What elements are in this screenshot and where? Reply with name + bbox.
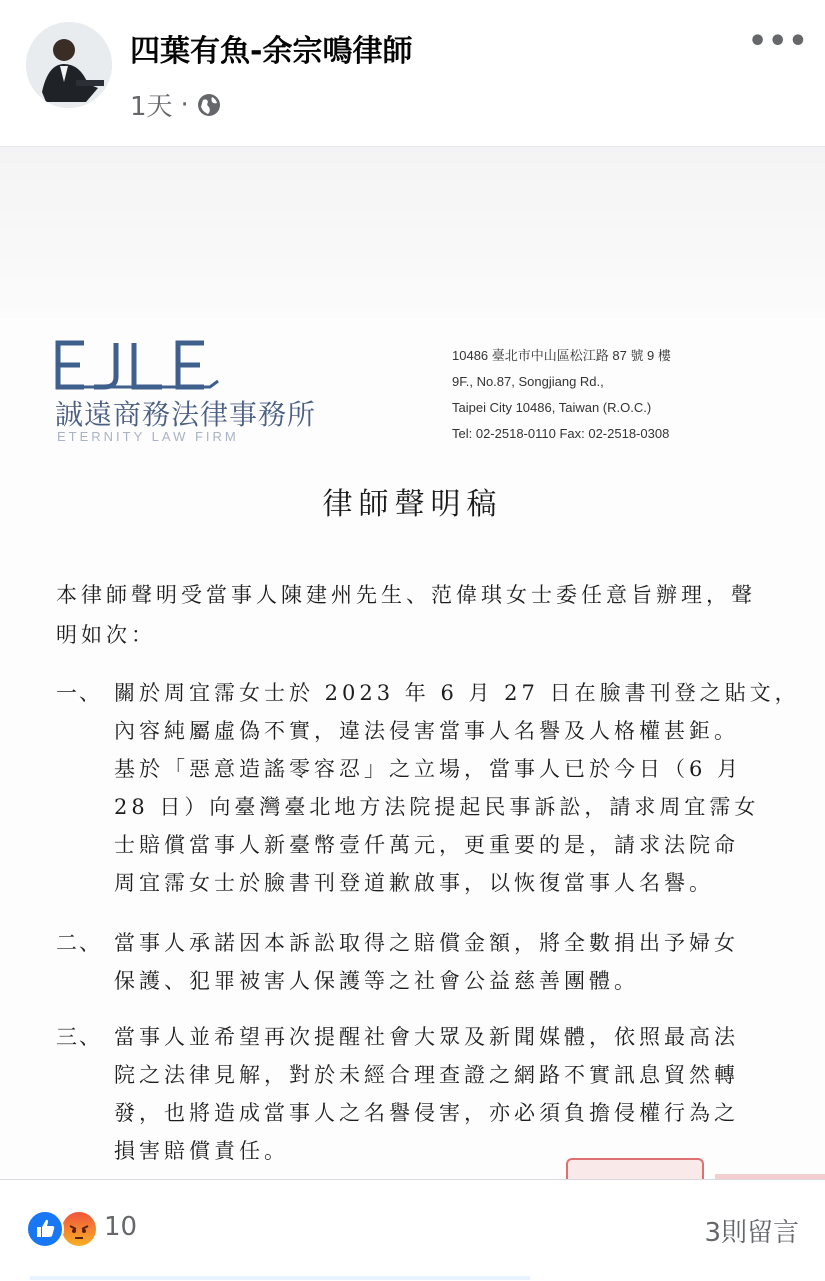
angry-reaction-icon[interactable] bbox=[60, 1210, 98, 1248]
contact-line: Tel: 02-2518-0110 Fax: 02-2518-0308 bbox=[452, 426, 670, 441]
angry-face-icon bbox=[62, 1212, 96, 1246]
item-line: 關於周宜霈女士於 2023 年 6 月 27 日在臉書刊登之貼文， bbox=[114, 681, 800, 705]
like-reaction-icon[interactable] bbox=[26, 1210, 64, 1248]
intro-line: 明如次： bbox=[56, 623, 156, 647]
item-line: 基於「惡意造謠零容忍」之立場，當事人已於今日（6 月 bbox=[114, 757, 743, 781]
intro-line: 本律師聲明受當事人陳建州先生、范偉琪女士委任意旨辦理，聲 bbox=[56, 583, 756, 607]
globe-icon bbox=[197, 93, 221, 117]
statement-title: 律師聲明稿 bbox=[322, 487, 503, 522]
item-line: 內容純屬虛偽不實，違法侵害當事人名譽及人格權甚鉅。 bbox=[114, 719, 739, 743]
thumbs-up-icon bbox=[28, 1212, 62, 1246]
more-options-icon[interactable]: ••• bbox=[748, 24, 809, 59]
post-image[interactable] bbox=[0, 147, 825, 1179]
item-line: 28 日）向臺灣臺北地方法院提起民事訴訟，請求周宜霈女 bbox=[114, 795, 760, 819]
post-meta bbox=[130, 86, 221, 123]
item-line: 士賠償當事人新臺幣壹仟萬元，更重要的是，請求法院命 bbox=[114, 833, 739, 857]
item-number: 一、 bbox=[56, 681, 102, 705]
author-name[interactable]: 四葉有魚-余宗鳴律師 bbox=[130, 34, 413, 69]
post-header bbox=[0, 0, 825, 147]
item-number: 三、 bbox=[56, 1025, 102, 1049]
item-line: 損害賠償責任。 bbox=[114, 1139, 289, 1163]
meta-separator: · bbox=[180, 89, 189, 120]
firm-address bbox=[452, 343, 671, 447]
post-time[interactable]: 1天 bbox=[130, 92, 173, 122]
reaction-count[interactable]: 10 bbox=[104, 1212, 138, 1242]
avatar-photo bbox=[26, 22, 112, 108]
item-line: 保護、犯罪被害人保護等之社會公益慈善團體。 bbox=[114, 969, 639, 993]
author-avatar[interactable] bbox=[26, 22, 112, 108]
item-line: 發，也將造成當事人之名譽侵害，亦必須負擔侵權行為之 bbox=[114, 1101, 739, 1125]
address-line: 10486 臺北市中山區松江路 87 號 9 樓 bbox=[452, 348, 671, 363]
item-number: 二、 bbox=[56, 931, 102, 955]
comment-count[interactable]: 3則留言 bbox=[704, 1218, 799, 1248]
item-line: 周宜霈女士於臉書刊登道歉啟事，以恢復當事人名譽。 bbox=[114, 871, 714, 895]
address-line: Taipei City 10486, Taiwan (R.O.C.) bbox=[452, 400, 652, 415]
item-line: 院之法律見解，對於未經合理查證之網路不實訊息貿然轉 bbox=[114, 1063, 739, 1087]
firm-logo-mark bbox=[54, 337, 224, 393]
item-line: 當事人並希望再次提醒社會大眾及新聞媒體，依照最高法 bbox=[114, 1025, 739, 1049]
firm-name-en: ETERNITY LAW FIRM bbox=[57, 429, 239, 444]
firm-name-zh: 誠遠商務法律事務所 bbox=[55, 398, 317, 431]
address-line: 9F., No.87, Songjiang Rd., bbox=[452, 374, 604, 389]
item-line: 當事人承諾因本訴訟取得之賠償金額，將全數捐出予婦女 bbox=[114, 931, 739, 955]
image-top-area bbox=[0, 147, 825, 317]
bottom-bar bbox=[30, 1276, 530, 1280]
